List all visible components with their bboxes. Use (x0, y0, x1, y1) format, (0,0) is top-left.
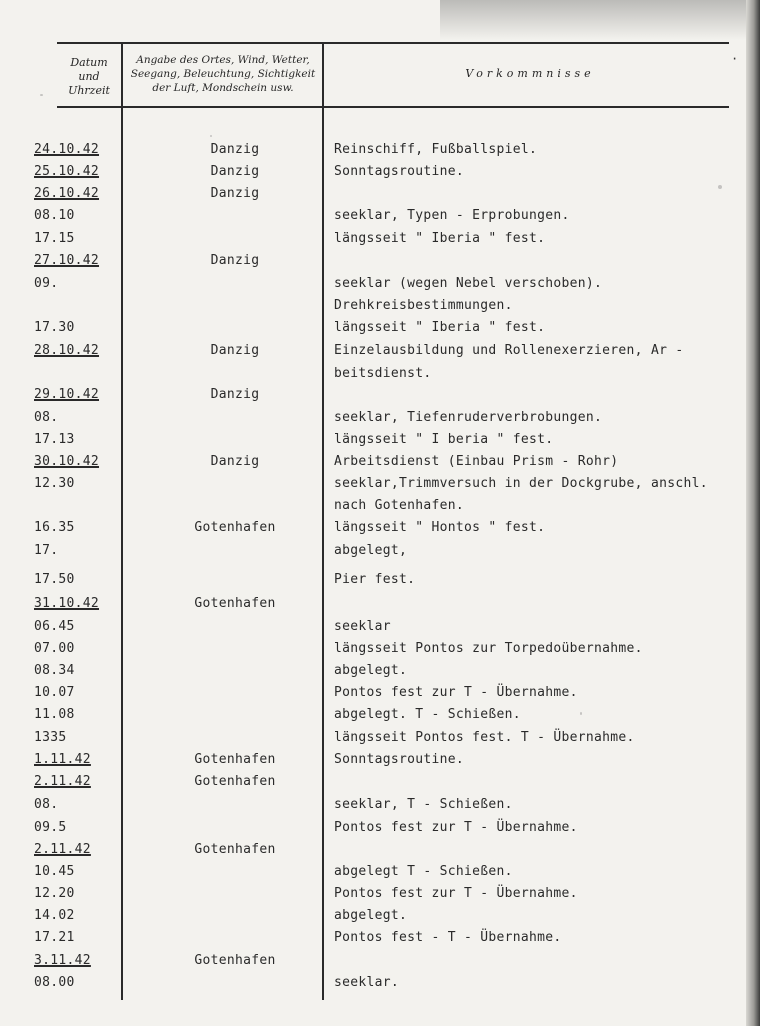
entry-date: 31.10.42 (34, 596, 100, 611)
entry-place: Danzig (210, 387, 260, 402)
entry-place: Gotenhafen (194, 596, 276, 611)
header-place-line: Angabe des Ortes, Wind, Wetter, (136, 54, 310, 66)
header-date-line: und (78, 70, 100, 83)
entry-date: 24.10.42 (34, 142, 100, 157)
entry-place: Danzig (210, 454, 260, 469)
column-divider-2 (322, 43, 324, 1000)
entry-date: 08.10 (34, 208, 75, 223)
entry-event: seeklar (334, 619, 391, 634)
entry-event: längsseit Pontos fest. T - Übernahme. (334, 730, 635, 745)
entry-event: abgelegt. T - Schießen. (334, 707, 521, 722)
entry-date: 17.21 (34, 930, 75, 945)
entry-place: Danzig (210, 253, 260, 268)
entry-date: 1.11.42 (34, 752, 91, 767)
entry-event: Sonntagsroutine. (334, 164, 465, 179)
scan-shadow-top (440, 0, 760, 40)
entry-event: seeklar, T - Schießen. (334, 797, 513, 812)
header-place-line: Seegang, Beleuchtung, Sichtigkeit (130, 68, 316, 80)
entry-date: 12.30 (34, 476, 75, 491)
entry-date: 08.34 (34, 663, 75, 678)
entry-date: 14.02 (34, 908, 75, 923)
entry-date: 10.45 (34, 864, 75, 879)
entry-event: längsseit " Iberia " fest. (334, 320, 546, 335)
entry-date: 09. (34, 276, 59, 291)
header-place (124, 53, 322, 95)
entry-date: 16.35 (34, 520, 75, 535)
entry-date: 3.11.42 (34, 953, 91, 968)
entry-date: 27.10.42 (34, 253, 100, 268)
entry-place: Danzig (210, 186, 260, 201)
entry-event: Pontos fest zur T - Übernahme. (334, 886, 578, 901)
entry-place: Danzig (210, 164, 260, 179)
entry-date: 28.10.42 (34, 343, 100, 358)
entry-date: 17.13 (34, 432, 75, 447)
header-events: Vorkommnisse (465, 67, 595, 80)
entry-place: Danzig (210, 343, 260, 358)
entry-date: 11.08 (34, 707, 75, 722)
entry-event: Arbeitsdienst (Einbau Prism - Rohr) (334, 454, 619, 469)
entry-date: 30.10.42 (34, 454, 100, 469)
entry-event: längsseit " I beria " fest. (334, 432, 554, 447)
scan-speck (40, 94, 43, 96)
header-bottom-rule (57, 106, 729, 108)
entry-date: 07.00 (34, 641, 75, 656)
entry-date: 29.10.42 (34, 387, 100, 402)
entry-event: beitsdienst. (334, 366, 432, 381)
header-date-line: Datum (70, 56, 108, 69)
entry-date: 08. (34, 410, 59, 425)
entry-event: Pontos fest - T - Übernahme. (334, 930, 562, 945)
entry-event: Reinschiff, Fußballspiel. (334, 142, 538, 157)
entry-event: seeklar, Typen - Erprobungen. (334, 208, 570, 223)
entry-event: nach Gotenhafen. (334, 498, 465, 513)
entry-date: 09.5 (34, 820, 67, 835)
entry-event: Einzelausbildung und Rollenexerzieren, Ar - (334, 343, 684, 358)
entry-place: Danzig (210, 142, 260, 157)
entry-date: 25.10.42 (34, 164, 100, 179)
entry-date: 12.20 (34, 886, 75, 901)
entry-event: abgelegt. (334, 663, 408, 678)
entry-date: 17.30 (34, 320, 75, 335)
header-place-line: der Luft, Mondschein usw. (152, 82, 294, 94)
entry-event: Pontos fest zur T - Übernahme. (334, 820, 578, 835)
entry-place: Gotenhafen (194, 752, 276, 767)
entry-event: seeklar, Tiefenruderverbrobungen. (334, 410, 603, 425)
entry-event: Pier fest. (334, 572, 416, 587)
entry-event: abgelegt T - Schießen. (334, 864, 513, 879)
entry-event: Sonntagsroutine. (334, 752, 465, 767)
entry-date: 2.11.42 (34, 842, 91, 857)
entry-event: Pontos fest zur T - Übernahme. (334, 685, 578, 700)
entry-date: 1335 (34, 730, 67, 745)
entry-event: längsseit " Iberia " fest. (334, 231, 546, 246)
entry-date: 08. (34, 797, 59, 812)
entry-date: 17. (34, 543, 59, 558)
entry-event: längsseit Pontos zur Torpedoübernahme. (334, 641, 643, 656)
entry-event: abgelegt, (334, 543, 408, 558)
entry-date: 26.10.42 (34, 186, 100, 201)
entry-place: Gotenhafen (194, 774, 276, 789)
header-date (58, 56, 120, 98)
entry-event: längsseit " Hontos " fest. (334, 520, 546, 535)
entry-place: Gotenhafen (194, 953, 276, 968)
scan-speck (210, 135, 212, 137)
entry-date: 17.50 (34, 572, 75, 587)
entry-place: Gotenhafen (194, 520, 276, 535)
entry-date: 10.07 (34, 685, 75, 700)
entry-place: Gotenhafen (194, 842, 276, 857)
entry-event: seeklar (wegen Nebel verschoben). (334, 276, 603, 291)
entry-event: Drehkreisbestimmungen. (334, 298, 513, 313)
column-divider-1 (121, 43, 123, 1000)
entry-event: abgelegt. (334, 908, 408, 923)
entry-date: 2.11.42 (34, 774, 91, 789)
header-top-rule (57, 42, 729, 44)
entry-date: 17.15 (34, 231, 75, 246)
scan-shadow-right (746, 0, 760, 1026)
scan-speck (718, 185, 722, 189)
corner-mark: · (731, 52, 739, 66)
entry-date: 06.45 (34, 619, 75, 634)
header-date-line: Uhrzeit (68, 84, 110, 97)
entry-date: 08.00 (34, 975, 75, 990)
entry-event: seeklar. (334, 975, 400, 990)
entry-event: seeklar,Trimmversuch in der Dockgrube, anschl. (334, 476, 708, 491)
scan-speck (580, 712, 582, 715)
